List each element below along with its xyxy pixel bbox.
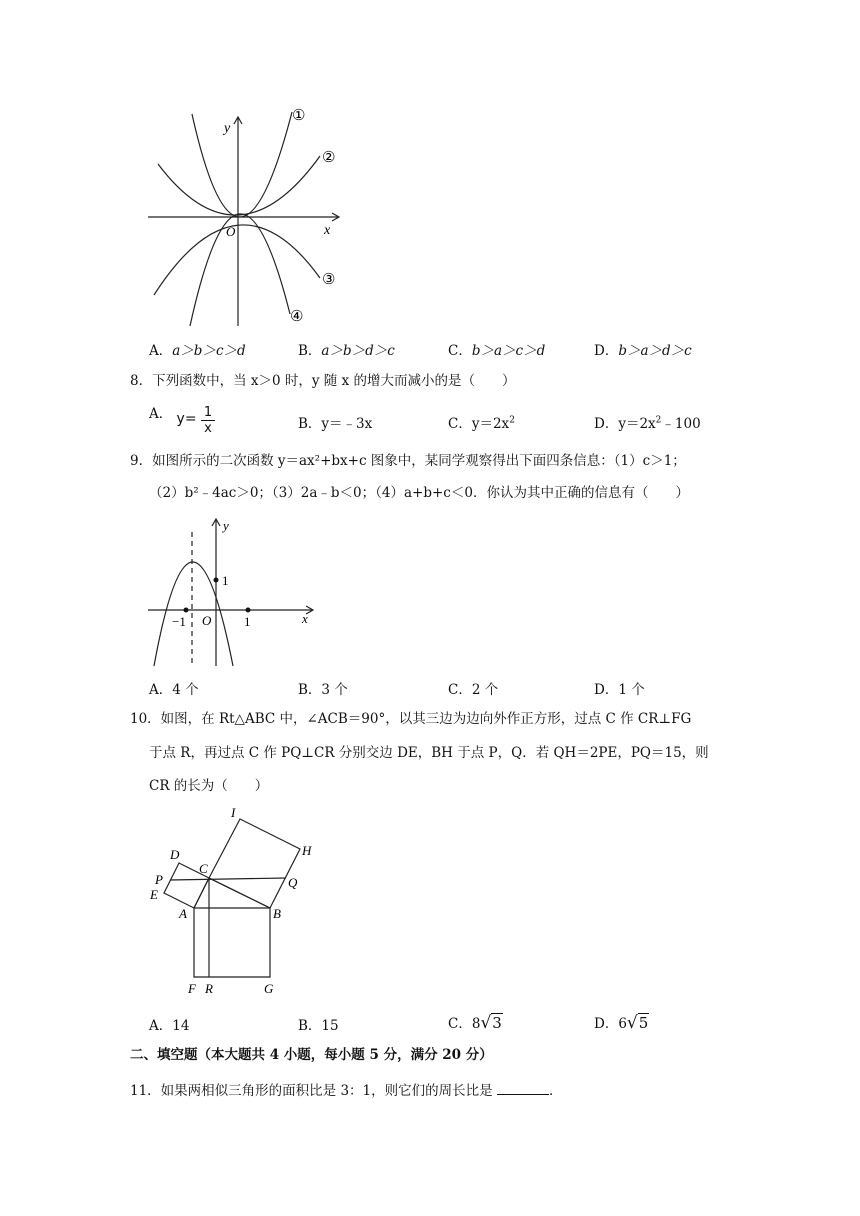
x-axis-label: x [302,611,308,626]
q9-option-a: A．4 个 [149,682,199,698]
y-axis-label: y [223,518,229,533]
x-axis-label: x [324,223,331,238]
q8-option-b: B．y＝﹣3x [298,416,373,432]
label-b: B [273,906,281,921]
label-h: H [302,843,312,858]
y-axis-label: y [224,121,231,136]
point-1 [246,608,251,613]
q9-stem-line1: 9．如图所示的二次函数 y＝ax²+bx+c 图象中，某同学观察得出下面四条信息：（1）c＞1； [130,453,686,469]
curve-3-label: ③ [322,272,336,288]
q10-option-c: C．8√3 [448,1013,502,1033]
label-r: R [205,981,213,996]
sqrt-symbol: √ [626,1013,638,1033]
q11-stem: 11．如果两相似三角形的面积比是 3：1，则它们的周长比是 ． [130,1083,563,1099]
point-neg1 [184,608,189,613]
origin-label: O [226,224,236,239]
label-a: A [179,906,187,921]
label-e: E [150,887,158,902]
label-c: C [199,861,208,876]
q9-stem-line2: （2）b²﹣4ac＞0；（3）2a﹣b＜0；（4）a+b+c＜0．你认为其中正确的信息有（ ） [149,485,689,501]
label-d: D [170,847,180,862]
q7-option-d: D．b＞a＞d＞c [594,343,692,359]
section-2-title: 二、填空题（本大题共 4 小题，每小题 5 分，满分 20 分） [130,1047,493,1063]
curve-3 [154,225,320,295]
sqrt-symbol: √ [480,1013,492,1033]
segment-pq [170,878,286,880]
q7-parabolas-figure [140,100,360,330]
answer-blank[interactable] [497,1082,549,1095]
q9-option-d: D．1 个 [594,682,645,698]
label-q: Q [288,875,298,890]
q10-stem-line2: 于点 R，再过点 C 作 PQ⊥CR 分别交边 DE，BH 于点 P，Q．若 QH＝2PE，PQ＝15，则 [149,745,709,761]
origin-label: O [202,613,212,628]
q7-option-b: B．a＞b＞d＞c [298,343,395,359]
q8-option-a: A． y= $\frac{1}{x}$ [149,402,215,436]
q10-option-b: B．15 [298,1018,339,1034]
q9-parabola-figure [140,510,330,670]
q7-option-a: A．a＞b＞c＞d [149,343,246,359]
q8-stem: 8．下列函数中，当 x＞0 时，y 随 x 的增大而减小的是（ ） [130,373,516,389]
q10-stem-line1: 10．如图，在 Rt△ABC 中，∠ACB＝90°，以其三边为边向外作正方形，过点 C 作 CR⊥FG [130,711,692,727]
q10-option-d: D．6√5 [594,1013,649,1033]
q9-option-b: B．3 个 [298,682,348,698]
tick-1-label: 1 [244,614,251,629]
point-y1 [214,578,219,583]
curve-1-label: ① [292,108,306,124]
q9-option-c: C．2 个 [448,682,499,698]
curve-2-label: ② [322,150,336,166]
label-f: F [188,981,196,996]
curve-2 [158,156,320,215]
curve-4 [190,214,290,326]
q8-option-c: C．$y=2x^2$ [448,415,515,432]
square-abgf [194,908,270,977]
label-g: G [264,981,274,996]
square-cbhi [209,819,300,908]
curve-4-label: ④ [290,309,304,325]
label-i: I [231,805,236,820]
q7-option-c: C．b＞a＞c＞d [448,343,546,359]
tick-neg1-label: −1 [172,614,186,629]
label-p: P [155,872,163,887]
q10-option-a: A．14 [149,1018,190,1034]
q10-stem-line3: CR 的长为（ ） [149,778,269,794]
q8-option-d: D．$y=2x^2﹣100$ [594,415,701,432]
tick-y1-label: 1 [222,573,229,588]
q10-pythagoras-figure [140,805,330,1005]
